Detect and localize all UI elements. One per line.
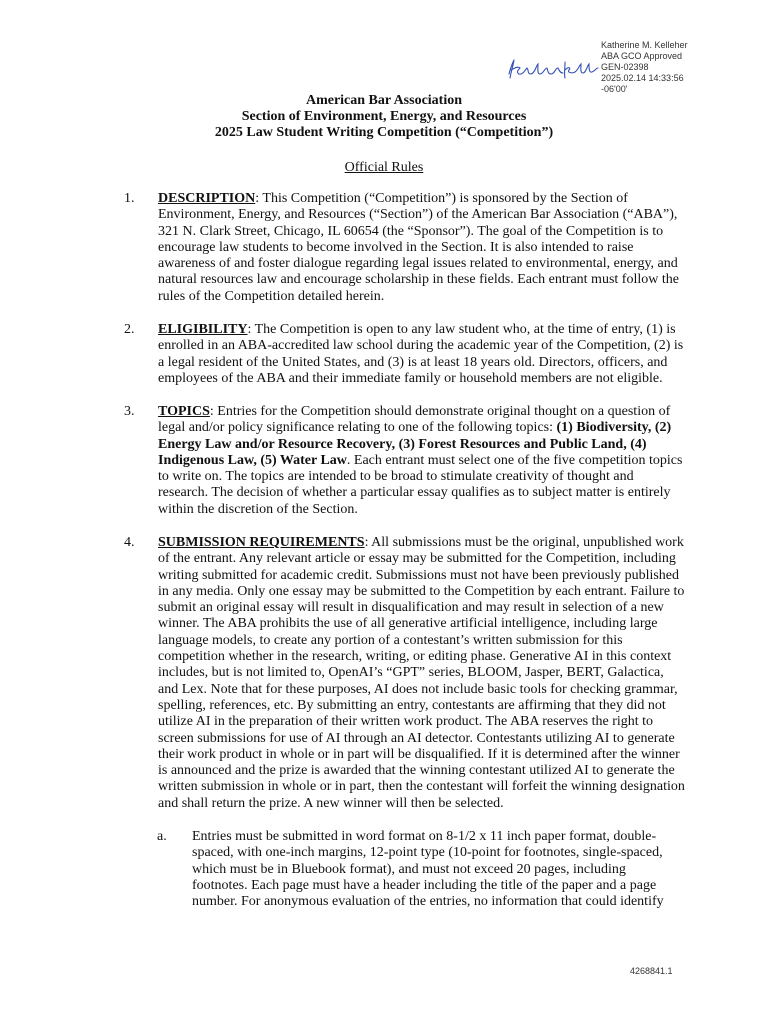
section-name: Section of Environment, Energy, and Resources (241, 109, 527, 124)
section-body: ELIGIBILITY: The Competition is open to any law student who, at the time of entry, (1) is enrolled in an ABA-accredited law school during the academic year of the Competition, (2) is a legal resident of the United States, and (3) is at least 18 years old. Directors, officers, and employees of the ABA and their immediate family or household members are not eligible. (158, 322, 684, 386)
section-heading: DESCRIPTION (158, 191, 256, 206)
section-number: 4. (124, 535, 135, 550)
subsection-4a (157, 829, 697, 910)
digital-signature (505, 38, 745, 96)
handwritten-signature-icon (505, 54, 601, 82)
signature-details (601, 40, 751, 95)
section-number: 3. (124, 404, 135, 419)
document-header (0, 93, 768, 141)
section-heading: TOPICS (158, 404, 210, 419)
rules-title: Official Rules (344, 160, 424, 175)
section-submission-requirements (124, 535, 684, 812)
signature-datetime: 2025.02.14 14:33:56 (601, 73, 684, 83)
subsection-letter: a. (157, 829, 167, 844)
competition-name: 2025 Law Student Writing Competition (“Competition”) (214, 125, 554, 140)
section-number: 2. (124, 322, 135, 337)
section-body: TOPICS: Entries for the Competition should demonstrate original thought on a question of legal and/or policy significance relating to one of the following topics: (1) Biodiversity, (2) Energy Law and/or Resource Recovery, (3) Forest Resources and Public Land, (4) Indigenous Law, (5) Water Law. Each entrant must select one of the five competition topics to write on. The topics are intended to be broad to stimulate creativity of thought and research. The decision of whether a particular essay qualifies as to subject matter is entirely within the discretion of the Section. (158, 404, 683, 517)
document-id: 4268841.1 (630, 966, 673, 976)
org-name: American Bar Association (305, 93, 463, 108)
section-eligibility (124, 322, 684, 387)
section-body: SUBMISSION REQUIREMENTS: All submissions must be the original, unpublished work of the entrant. Any relevant article or essay may be submitted for the Competition, including writing submitted for academic credit. Submissions must not have been previously published in any media. Only one essay may be submitted to the Competition by each entrant. Failure to submit an original essay will result in disqualification and may result in selection of a new winner. The ABA prohibits the use of all generative artificial intelligence, including large language models, to create any portion of a contestant’s written submission for this competition whether in the research, writing, or editing phase. Generative AI in this context includes, but is not limited to, OpenAI’s “GPT” series, BLOOM, Jasper, BERT, Galactica, and Lex. Note that for these purposes, AI does not include basic tools for checking grammar, spelling, references, etc. By submitting an entry, contestants are affirming that they did not utilize AI in the preparation of their written work product. The ABA reserves the right to screen submissions for use of AI through an AI detector. Contestants utilizing AI to generate their work product in whole or in part will be disqualified. If it is determined after the winner is announced and the prize is awarded that the winning contestant utilized AI to generate the written submission in whole or in part, then the contestant will forfeit the winning designation and shall return the prize. A new winner will then be selected. (158, 535, 685, 811)
section-topics (124, 404, 684, 518)
subsection-body: Entries must be submitted in word format on 8-1/2 x 11 inch paper format, double- spaced, with one-inch margins, 12-point type (10-point for footnotes, single-spaced, which must be in Bluebook format), and must not exceed 20 pages, including footnotes. Each page must have a header including the title of the paper and a page number. For anonymous evaluation of the entries, no information that could identify (192, 829, 664, 910)
approval-code: GEN-02398 (601, 62, 649, 72)
signature-offset: -06'00' (601, 84, 628, 94)
section-body: DESCRIPTION: This Competition (“Competition”) is sponsored by the Section of Environment, Energy, and Resources (“Section”) of the American Bar Association (“ABA”), 321 N. Clark Street, Chicago, IL 60654 (the “Sponsor”). The goal of the Competition is to encourage law students to become involved in the Section. It is also intended to raise awareness of and foster dialogue regarding legal issues related to environmental, energy, and natural resources law and encourage scholarship in these fields. Each entrant must follow the rules of the Competition detailed herein. (158, 191, 679, 304)
signer-name: Katherine M. Kelleher (601, 40, 688, 50)
section-description (124, 191, 684, 305)
section-number: 1. (124, 191, 135, 206)
section-heading: SUBMISSION REQUIREMENTS (158, 535, 365, 550)
approval-status: ABA GCO Approved (601, 51, 683, 61)
section-heading: ELIGIBILITY (158, 322, 248, 337)
